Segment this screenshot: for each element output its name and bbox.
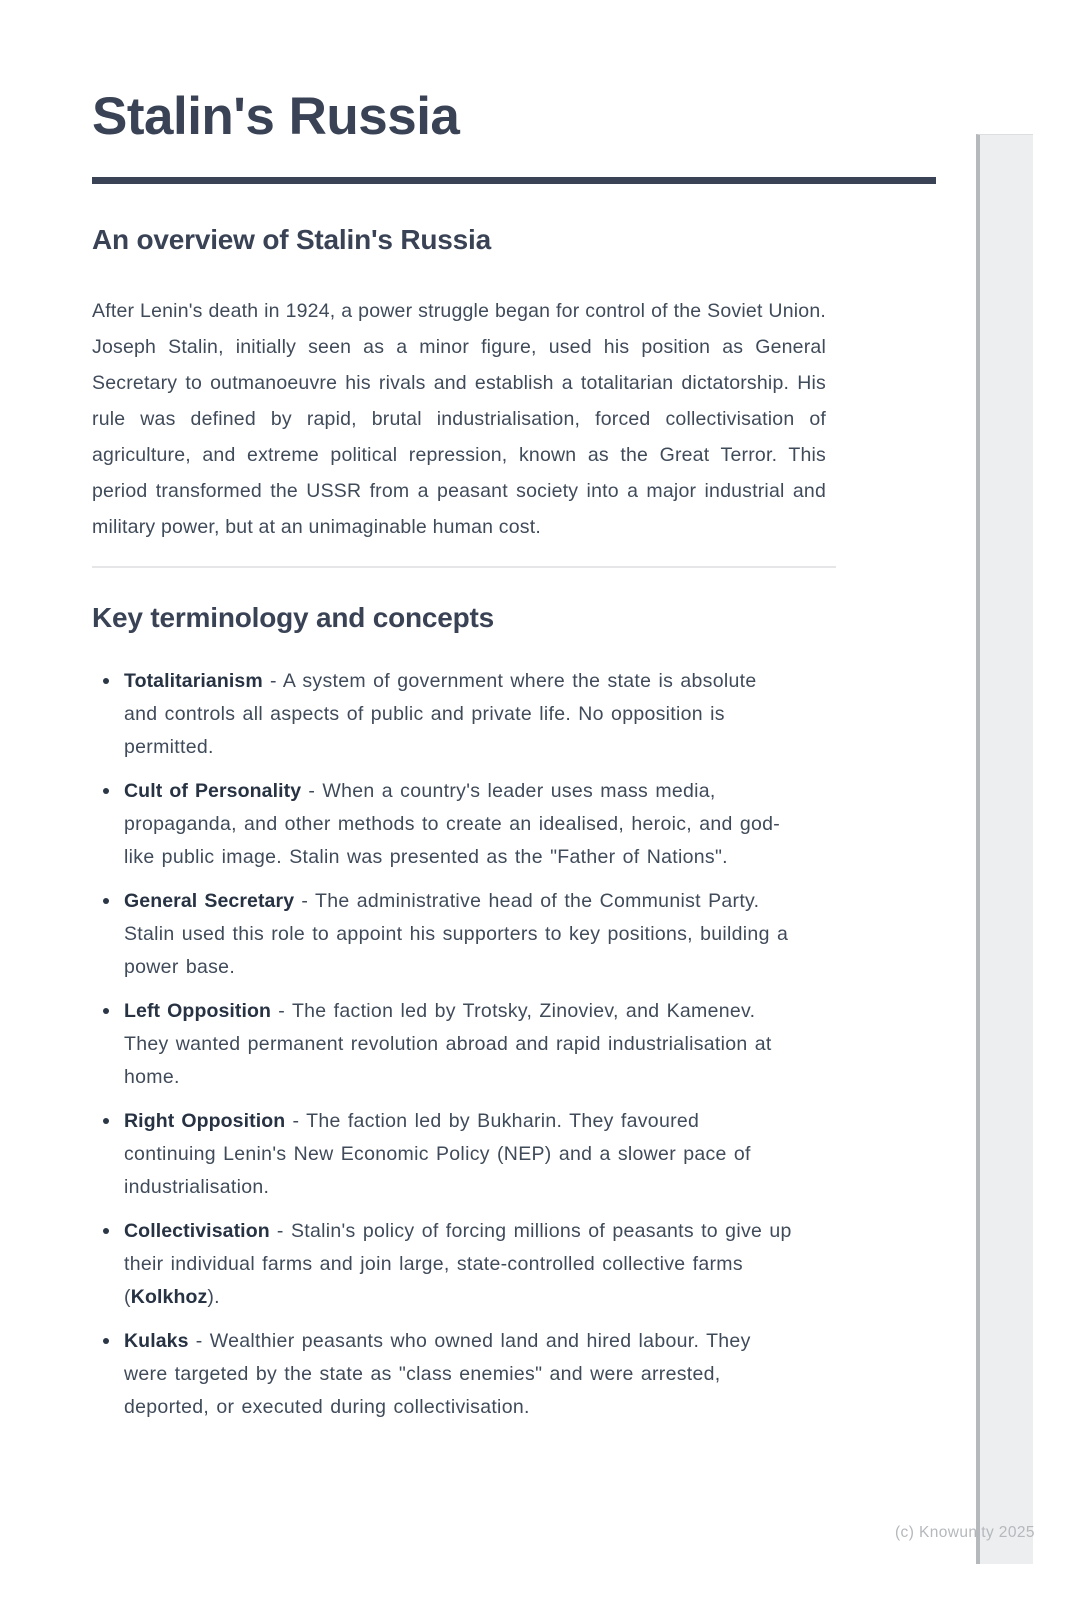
term-inline-bold: Kolkhoz xyxy=(130,1286,208,1308)
term-label: Cult of Personality xyxy=(124,780,302,802)
term-item: Kulaks - Wealthier peasants who owned land and hired labour. They were targeted by the state as "class enemies" and were arrested, deported, or executed during collectivisation. xyxy=(124,1325,794,1424)
term-item: Cult of Personality - When a country's leader uses mass media, propaganda, and other methods to create an idealised, heroic, and god-like public image. Stalin was presented as the "Father of Nations". xyxy=(124,775,794,874)
term-label: General Secretary xyxy=(124,890,295,912)
term-label: Kulaks xyxy=(124,1330,189,1352)
document-page xyxy=(0,86,1080,1424)
term-item: Left Opposition - The faction led by Trotsky, Zinoviev, and Kamenev. They wanted permanent revolution abroad and rapid industrialisation at home. xyxy=(124,995,794,1094)
term-definition: The faction led by Bukharin. They favoured continuing Lenin's New Economic Policy (NEP) and a slower pace of industrialisation. xyxy=(124,1110,751,1198)
overview-heading: An overview of Stalin's Russia xyxy=(92,224,492,255)
title-rule xyxy=(92,177,936,184)
section-divider xyxy=(92,566,836,568)
term-item: Collectivisation - Stalin's policy of forcing millions of peasants to give up their individual farms and join large, state-controlled collective farms (Kolkhoz). xyxy=(124,1215,794,1314)
overview-section xyxy=(92,223,1080,545)
term-definition: The administrative head of the Communist Party. Stalin used this role to appoint his supporters to key positions, building a power base. xyxy=(124,890,789,978)
term-definition: A system of government where the state is absolute and controls all aspects of public and private life. No opposition is permitted. xyxy=(124,670,757,758)
overview-paragraph: After Lenin's death in 1924, a power struggle began for control of the Soviet Union. Joseph Stalin, initially seen as a minor figure, used his position as General Secretary to outmanoeuvre his rivals and establish a totalitarian dictatorship. His rule was defined by rapid, brutal industrialisation, forced collectivisation of agriculture, and extreme political repression, known as the Great Terror. This period transformed the USSR from a peasant society into a major industrial and military power, but at an unimaginable human cost. xyxy=(92,300,826,538)
page-title: Stalin's Russia xyxy=(92,87,460,146)
term-definition: ). xyxy=(207,1286,220,1308)
watermark: (c) Knowunity 2025 xyxy=(895,1524,1035,1541)
term-definition: Wealthier peasants who owned land and hired labour. They were targeted by the state as "class enemies" and were arrested, deported, or executed during collectivisation. xyxy=(124,1330,751,1418)
term-item: General Secretary - The administrative head of the Communist Party. Stalin used this role to appoint his supporters to key positions, building a power base. xyxy=(124,885,794,984)
term-item: Right Opposition - The faction led by Bukharin. They favoured continuing Lenin's New Economic Policy (NEP) and a slower pace of industrialisation. xyxy=(124,1105,794,1204)
term-item: Totalitarianism - A system of government where the state is absolute and controls all aspects of public and private life. No opposition is permitted. xyxy=(124,665,794,764)
term-label: Collectivisation xyxy=(124,1220,270,1242)
terminology-heading: Key terminology and concepts xyxy=(92,602,495,633)
terminology-section xyxy=(92,601,1080,1424)
term-label: Right Opposition xyxy=(124,1110,286,1132)
term-definition: The faction led by Trotsky, Zinoviev, and Kamenev. They wanted permanent revolution abroad and rapid industrialisation at home. xyxy=(124,1000,772,1088)
term-label: Totalitarianism xyxy=(124,670,263,692)
term-label: Left Opposition xyxy=(124,1000,272,1022)
term-definition: Stalin's policy of forcing millions of peasants to give up their individual farms and join large, state-controlled collective farms ( xyxy=(124,1220,792,1308)
term-definition: When a country's leader uses mass media, propaganda, and other methods to create an idealised, heroic, and god-like public image. Stalin was presented as the "Father of Nations". xyxy=(124,780,781,868)
terms-list xyxy=(92,665,794,1424)
